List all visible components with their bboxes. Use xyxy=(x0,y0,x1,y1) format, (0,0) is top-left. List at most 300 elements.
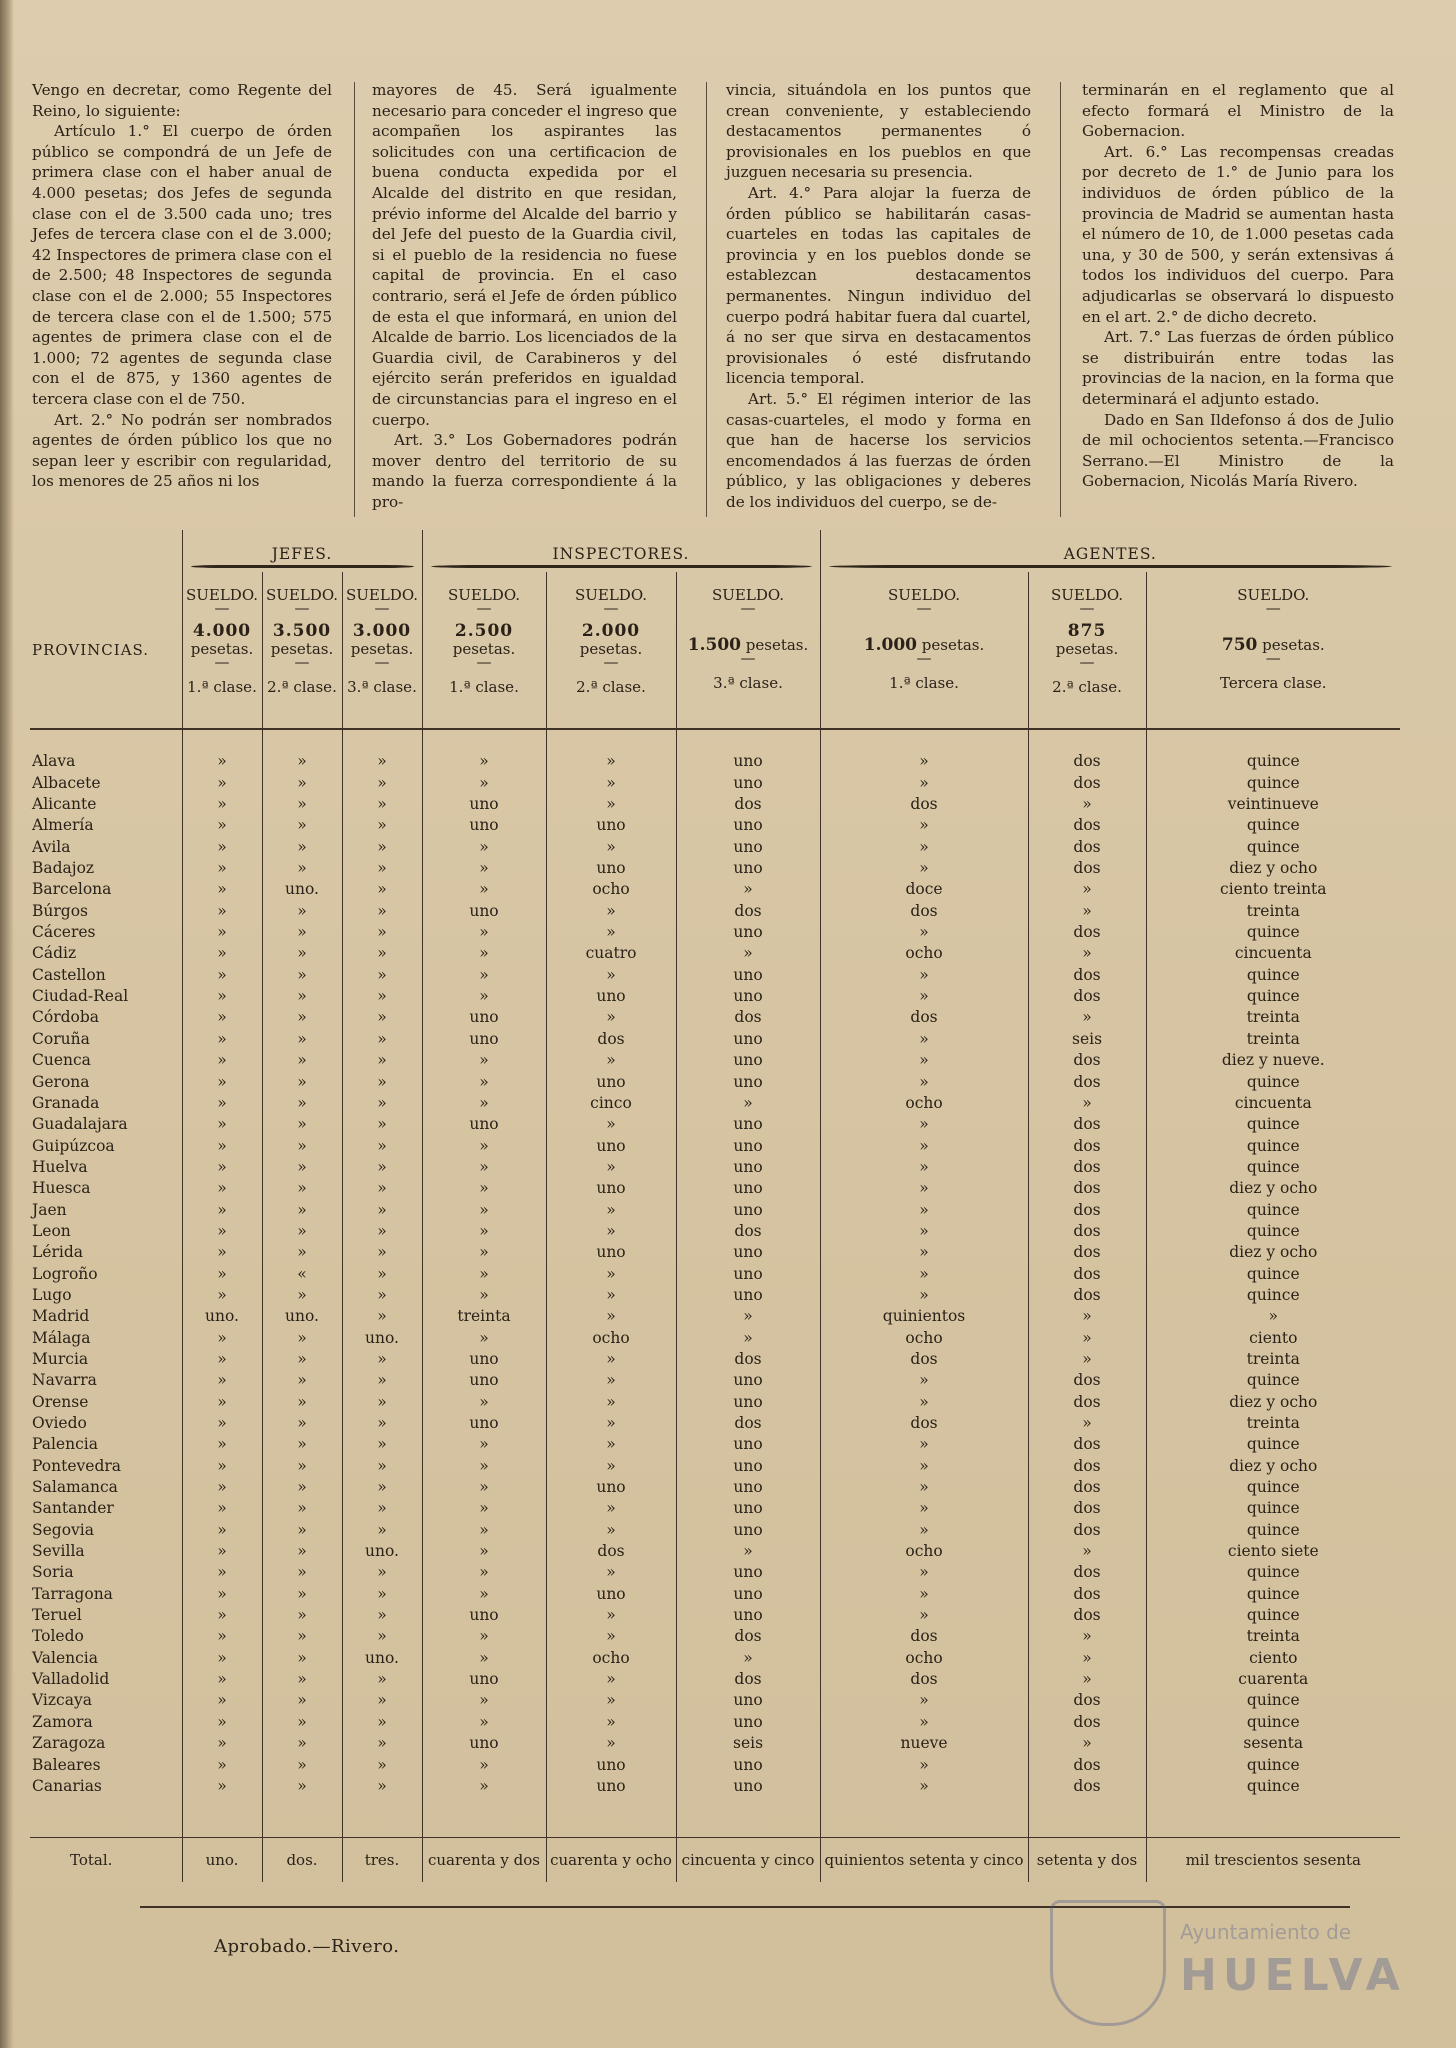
table-row xyxy=(30,837,1400,858)
staff-count: » xyxy=(1146,1306,1400,1327)
staff-count: uno xyxy=(676,1755,820,1776)
staff-count: quince xyxy=(1146,1755,1400,1776)
staff-count: quince xyxy=(1146,837,1400,858)
watermark-name: HUELVA xyxy=(1180,1950,1406,2001)
table-row xyxy=(30,1520,1400,1541)
table-row xyxy=(30,1733,1400,1754)
staff-count: uno xyxy=(546,815,676,836)
province-name: Teruel xyxy=(32,1606,82,1625)
province-name: Avila xyxy=(32,837,71,856)
staff-count: dos xyxy=(1028,751,1146,772)
staff-count: uno xyxy=(676,1434,820,1455)
province-name: Coruña xyxy=(32,1029,90,1048)
staff-count: uno xyxy=(676,751,820,772)
staff-count: » xyxy=(342,1626,422,1647)
staff-count: » xyxy=(342,1392,422,1413)
salary-amount: 1.000 xyxy=(863,635,917,655)
table-row xyxy=(30,1264,1400,1285)
staff-count: » xyxy=(546,922,676,943)
staff-count: quince xyxy=(1146,1136,1400,1157)
province-name: Vizcaya xyxy=(32,1691,92,1710)
staff-count: » xyxy=(342,986,422,1007)
staff-count: » xyxy=(820,965,1028,986)
staff-count: » xyxy=(546,1157,676,1178)
staff-count: » xyxy=(820,1755,1028,1776)
staff-count: » xyxy=(262,1007,342,1028)
province-name: Zaragoza xyxy=(32,1734,106,1753)
staff-count: » xyxy=(1028,879,1146,900)
table-row xyxy=(30,901,1400,922)
staff-count: » xyxy=(820,1562,1028,1583)
total-value: dos. xyxy=(262,1838,342,1883)
staff-count: dos xyxy=(1028,1584,1146,1605)
staff-count: » xyxy=(342,837,422,858)
group-jefes: JEFES. xyxy=(182,530,422,572)
staff-count: dos xyxy=(820,1349,1028,1370)
totals-row xyxy=(30,1838,1400,1883)
staff-count: ocho xyxy=(820,1328,1028,1349)
table-row xyxy=(30,773,1400,794)
table-row xyxy=(30,1434,1400,1455)
staff-count: quince xyxy=(1146,1776,1400,1797)
provinces-table-body xyxy=(30,729,1400,1797)
staff-count: » xyxy=(1028,1648,1146,1669)
staff-count: dos xyxy=(1028,1755,1146,1776)
staff-count: » xyxy=(422,1136,546,1157)
staff-count: » xyxy=(546,1285,676,1306)
staff-count: ciento xyxy=(1146,1648,1400,1669)
staff-count: » xyxy=(342,1562,422,1583)
table-row xyxy=(30,1755,1400,1776)
staff-count: dos xyxy=(1028,1242,1146,1263)
group-agentes: AGENTES. xyxy=(820,530,1400,572)
province-name: Canarias xyxy=(32,1776,102,1795)
staff-count: » xyxy=(182,794,262,815)
staff-count: » xyxy=(820,1690,1028,1711)
provinces-header: PROVINCIAS. xyxy=(30,572,182,729)
staff-count: » xyxy=(182,1007,262,1028)
staff-count: uno xyxy=(676,1114,820,1135)
group-inspectores: INSPECTORES. xyxy=(422,530,820,572)
staff-count: dos xyxy=(820,1669,1028,1690)
province-name: Gerona xyxy=(32,1072,90,1091)
salary-amount: 1.500 xyxy=(687,635,741,655)
province-name: Logroño xyxy=(32,1264,98,1283)
staff-count: » xyxy=(820,1520,1028,1541)
staff-count: » xyxy=(182,1498,262,1519)
staff-count: uno. xyxy=(262,879,342,900)
staff-count: dos xyxy=(676,1221,820,1242)
staff-count: » xyxy=(342,1050,422,1071)
staff-count: » xyxy=(820,1157,1028,1178)
staff-count: uno xyxy=(422,815,546,836)
table-row xyxy=(30,794,1400,815)
staff-count: » xyxy=(262,1178,342,1199)
staff-count: » xyxy=(262,751,342,772)
salary-amount: 3.500 xyxy=(272,621,332,641)
province-name: Toledo xyxy=(32,1627,84,1646)
staff-count: diez y ocho xyxy=(1146,1242,1400,1263)
staff-count: seis xyxy=(1028,1029,1146,1050)
staff-count: » xyxy=(422,1178,546,1199)
staff-count: diez y ocho xyxy=(1146,1178,1400,1199)
page-edge xyxy=(0,0,14,2048)
province-name: Valladolid xyxy=(32,1670,110,1689)
salary-amount: 4.000 xyxy=(192,621,252,641)
staff-count: uno xyxy=(676,1477,820,1498)
paragraph: Art. 2.° No podrán ser nombrados agentes de órden público los que no sepan leer y escribir con regularidad, los menores de 25 años ni los xyxy=(32,410,332,491)
staff-count: dos xyxy=(820,1626,1028,1647)
province-name: Almería xyxy=(32,816,94,835)
staff-count: dos xyxy=(1028,1178,1146,1199)
staff-count: » xyxy=(422,1648,546,1669)
table-row xyxy=(30,1093,1400,1114)
staff-count: cinco xyxy=(546,1093,676,1114)
province-name: Madrid xyxy=(32,1307,90,1326)
staff-count: » xyxy=(1028,901,1146,922)
province-name: Ciudad-Real xyxy=(32,987,129,1006)
staff-count: » xyxy=(546,1264,676,1285)
staff-count: » xyxy=(182,815,262,836)
province-name: Tarragona xyxy=(32,1584,113,1603)
salary-column-header: SUELDO. — 4.000 pesetas. — 1.ª clase. xyxy=(182,572,262,729)
staff-count: uno xyxy=(676,1072,820,1093)
staff-count: » xyxy=(262,1541,342,1562)
staff-count: » xyxy=(262,1349,342,1370)
staff-count: quince xyxy=(1146,1520,1400,1541)
staff-count: dos xyxy=(1028,1498,1146,1519)
staff-count: » xyxy=(422,1541,546,1562)
staff-count: cuarenta xyxy=(1146,1669,1400,1690)
staff-count: » xyxy=(342,1306,422,1327)
staff-count: » xyxy=(1028,1306,1146,1327)
table-row xyxy=(30,858,1400,879)
staff-count: » xyxy=(342,1221,422,1242)
staff-count: » xyxy=(422,1328,546,1349)
staff-count: ocho xyxy=(820,943,1028,964)
staff-count: ocho xyxy=(546,879,676,900)
total-value: uno. xyxy=(182,1838,262,1883)
staff-count: uno xyxy=(676,1690,820,1711)
class-label: Tercera clase. xyxy=(1220,674,1327,692)
staff-count: » xyxy=(422,837,546,858)
table-row xyxy=(30,1648,1400,1669)
province-name: Sevilla xyxy=(32,1542,85,1561)
province-name: Huesca xyxy=(32,1179,91,1198)
staff-count: dos xyxy=(1028,815,1146,836)
staff-count: » xyxy=(262,1648,342,1669)
province-name: Oviedo xyxy=(32,1414,87,1432)
total-value: cincuenta y cinco xyxy=(676,1838,820,1883)
text-column-2 xyxy=(372,80,677,520)
staff-count: » xyxy=(1028,943,1146,964)
salary-column-header: SUELDO. — 2.500 pesetas. — 1.ª clase. xyxy=(422,572,546,729)
staff-count: » xyxy=(182,879,262,900)
staff-count: dos xyxy=(820,1007,1028,1028)
province-name: Alava xyxy=(32,752,76,771)
staff-count: » xyxy=(546,1370,676,1391)
table-row xyxy=(30,1200,1400,1221)
province-name: Badajoz xyxy=(32,859,95,878)
staff-count: » xyxy=(342,1370,422,1391)
province-name: Leon xyxy=(32,1221,71,1240)
class-label: 3.ª clase. xyxy=(713,674,783,692)
staff-count: dos xyxy=(1028,1712,1146,1733)
staff-count: dos xyxy=(676,794,820,815)
staff-count: ocho xyxy=(546,1328,676,1349)
province-name: Málaga xyxy=(32,1328,91,1347)
text-column-3 xyxy=(726,80,1031,520)
staff-count: » xyxy=(546,1007,676,1028)
staff-count: » xyxy=(342,1755,422,1776)
staff-count: » xyxy=(422,1242,546,1263)
staff-count: » xyxy=(422,1093,546,1114)
text-column-4 xyxy=(1082,80,1394,520)
paragraph: Art. 7.° Las fuerzas de órden público se distribuirán entre todas las provincias de la nacion, en la forma que determinará el adjunto estado. xyxy=(1082,328,1394,408)
paragraph: Art. 6.° Las recompensas creadas por decreto de 1.° de Junio para los individuos de órden público de la provincia de Madrid se aumentan hasta el número de 10, de 1.000 pesetas cada una, y 30 de 500, y serán extensivas á todos los individuos del cuerpo. Para adjudicarlas se observará lo dispuesto en el art. 2.° de dicho decreto. xyxy=(1082,142,1394,326)
staff-count: » xyxy=(676,879,820,900)
staff-count: » xyxy=(342,1733,422,1754)
staff-count: » xyxy=(1028,1093,1146,1114)
staff-count: » xyxy=(546,1200,676,1221)
totals-label: Total. xyxy=(30,1838,182,1883)
salary-column-header: SUELDO. — 3.500 pesetas. — 2.ª clase. xyxy=(262,572,342,729)
staff-count: uno. xyxy=(342,1328,422,1349)
staff-count: » xyxy=(182,1392,262,1413)
paragraph: Art. 3.° Los Gobernadores podrán mover dentro del territorio de su mando la fuerza correspondiente á la pro- xyxy=(372,431,677,511)
staff-count: ocho xyxy=(546,1648,676,1669)
staff-count: » xyxy=(820,1200,1028,1221)
staff-count: » xyxy=(342,1285,422,1306)
staff-count: » xyxy=(342,1520,422,1541)
staff-count: uno xyxy=(676,773,820,794)
staff-count: » xyxy=(546,1690,676,1711)
staff-count: ciento treinta xyxy=(1146,879,1400,900)
staff-count: » xyxy=(182,943,262,964)
staff-count: quince xyxy=(1146,1285,1400,1306)
staff-count: » xyxy=(422,1690,546,1711)
staff-count: dos xyxy=(1028,837,1146,858)
staff-count: » xyxy=(262,1413,342,1434)
staff-count: dos xyxy=(1028,1157,1146,1178)
table-row xyxy=(30,943,1400,964)
staff-count: » xyxy=(262,1584,342,1605)
staff-count: uno xyxy=(546,858,676,879)
province-name: Salamanca xyxy=(32,1478,118,1497)
staff-count: » xyxy=(422,986,546,1007)
staff-count: doce xyxy=(820,879,1028,900)
table-row xyxy=(30,1029,1400,1050)
staff-count: » xyxy=(182,1093,262,1114)
staff-count: » xyxy=(820,1264,1028,1285)
staff-count: » xyxy=(262,1712,342,1733)
staff-count: uno xyxy=(676,1370,820,1391)
staff-count: » xyxy=(262,1370,342,1391)
province-name: Córdoba xyxy=(32,1008,100,1027)
staff-count: » xyxy=(546,1392,676,1413)
staff-count: » xyxy=(422,1072,546,1093)
staff-count: » xyxy=(182,1029,262,1050)
staff-count: uno xyxy=(676,1136,820,1157)
staff-count: dos xyxy=(1028,773,1146,794)
province-name: Cádiz xyxy=(32,944,77,963)
table-row xyxy=(30,1178,1400,1199)
staff-count: » xyxy=(182,1562,262,1583)
staff-count: quince xyxy=(1146,1370,1400,1391)
staff-count: » xyxy=(676,943,820,964)
table-row xyxy=(30,1370,1400,1391)
staff-count: quince xyxy=(1146,1605,1400,1626)
staff-count: » xyxy=(422,1562,546,1583)
staff-count: » xyxy=(422,1221,546,1242)
staff-count: dos xyxy=(820,1413,1028,1434)
province-name: Granada xyxy=(32,1093,100,1112)
decree-text-columns xyxy=(32,80,1402,520)
staff-count: » xyxy=(182,1349,262,1370)
staff-count: uno xyxy=(546,1477,676,1498)
staff-count: quince xyxy=(1146,751,1400,772)
staff-count: » xyxy=(546,901,676,922)
staff-count: » xyxy=(342,1264,422,1285)
staff-count: » xyxy=(422,1392,546,1413)
province-name: Guadalajara xyxy=(32,1115,128,1134)
table-row xyxy=(30,1712,1400,1733)
staff-count: » xyxy=(422,1434,546,1455)
staff-count: » xyxy=(422,1498,546,1519)
staff-count: dos xyxy=(1028,922,1146,943)
staff-count: » xyxy=(262,1755,342,1776)
staff-count: uno xyxy=(422,1029,546,1050)
staff-count: » xyxy=(262,1605,342,1626)
staff-count: » xyxy=(820,1242,1028,1263)
staff-count: dos xyxy=(1028,1200,1146,1221)
staff-count: » xyxy=(820,1456,1028,1477)
table-row xyxy=(30,751,1400,772)
staff-count: » xyxy=(182,1733,262,1754)
staff-count: » xyxy=(676,1093,820,1114)
table-row xyxy=(30,1306,1400,1327)
staff-count: » xyxy=(1028,1349,1146,1370)
table-row xyxy=(30,1392,1400,1413)
staff-count: » xyxy=(1028,1733,1146,1754)
salary-column-header: SUELDO. — 2.000 pesetas. — 2.ª clase. xyxy=(546,572,676,729)
group-header-row xyxy=(30,530,1400,572)
staff-count: » xyxy=(182,837,262,858)
staff-count: » xyxy=(182,858,262,879)
staff-count: » xyxy=(182,1285,262,1306)
staff-count: » xyxy=(342,751,422,772)
staff-count: treinta xyxy=(422,1306,546,1327)
staff-count: » xyxy=(342,1114,422,1135)
province-name: Cáceres xyxy=(32,923,96,942)
staff-count: » xyxy=(546,1050,676,1071)
staff-count: ocho xyxy=(820,1541,1028,1562)
staff-count: quince xyxy=(1146,922,1400,943)
staff-count: veintinueve xyxy=(1146,794,1400,815)
staff-count: quince xyxy=(1146,1690,1400,1711)
staff-count: » xyxy=(546,1520,676,1541)
staff-count: » xyxy=(820,858,1028,879)
staff-count: » xyxy=(182,1541,262,1562)
staff-count: uno xyxy=(676,1264,820,1285)
province-name: Murcia xyxy=(32,1349,89,1368)
table-row xyxy=(30,1157,1400,1178)
staff-count: » xyxy=(182,1328,262,1349)
staff-count: dos xyxy=(546,1541,676,1562)
staff-count: » xyxy=(342,794,422,815)
staff-count: » xyxy=(342,1669,422,1690)
staff-count: » xyxy=(262,858,342,879)
staff-count: ciento xyxy=(1146,1328,1400,1349)
staff-count: » xyxy=(546,1434,676,1455)
staff-count: uno xyxy=(676,1050,820,1071)
staff-count: dos xyxy=(1028,1370,1146,1391)
table-row xyxy=(30,1626,1400,1647)
province-name: Palencia xyxy=(32,1435,98,1454)
staff-count: » xyxy=(342,1200,422,1221)
staff-count: uno xyxy=(676,1605,820,1626)
paragraph: vincia, situándola en los puntos que crean conveniente, y estableciendo destacamentos permanentes ó provisionales en los pueblos en que juzguen necesaria su presencia. xyxy=(726,81,1031,182)
province-name: Búrgos xyxy=(32,901,88,920)
staff-count: » xyxy=(262,1392,342,1413)
staff-count: » xyxy=(1028,794,1146,815)
staff-count: » xyxy=(262,1242,342,1263)
staff-count: » xyxy=(342,858,422,879)
staff-count: » xyxy=(820,1178,1028,1199)
staff-count: dos xyxy=(1028,965,1146,986)
staff-count: » xyxy=(262,1456,342,1477)
staff-count: » xyxy=(262,773,342,794)
salary-amount: 750 xyxy=(1221,635,1258,655)
staff-count: » xyxy=(546,1626,676,1647)
staff-count: » xyxy=(820,1584,1028,1605)
staff-count: » xyxy=(546,1221,676,1242)
staff-count: » xyxy=(820,1072,1028,1093)
province-name: Albacete xyxy=(32,773,101,792)
staff-count: uno xyxy=(422,1114,546,1135)
staff-count: » xyxy=(422,965,546,986)
staff-count: quince xyxy=(1146,1264,1400,1285)
provinces-table xyxy=(30,530,1400,1882)
staff-count: » xyxy=(422,1626,546,1647)
staff-count: » xyxy=(820,1050,1028,1071)
staff-count: diez y ocho xyxy=(1146,1392,1400,1413)
staff-count: » xyxy=(1028,1007,1146,1028)
staff-count: treinta xyxy=(1146,1029,1400,1050)
staff-count: » xyxy=(342,1498,422,1519)
staff-count: uno xyxy=(676,1392,820,1413)
staff-count: » xyxy=(262,1434,342,1455)
staff-count: » xyxy=(820,1221,1028,1242)
staff-count: quinientos xyxy=(820,1306,1028,1327)
staff-count: » xyxy=(262,1285,342,1306)
salary-amount: 3.000 xyxy=(352,621,412,641)
table-row xyxy=(30,1413,1400,1434)
staff-count: cuatro xyxy=(546,943,676,964)
staff-count: quince xyxy=(1146,1434,1400,1455)
staff-count: » xyxy=(422,1755,546,1776)
staff-count: » xyxy=(182,986,262,1007)
table-row xyxy=(30,815,1400,836)
staff-count: quince xyxy=(1146,1221,1400,1242)
salary-column-header: SUELDO. — 1.000 pesetas. — 1.ª clase. xyxy=(820,572,1028,729)
approval-signature: Aprobado.—Rivero. xyxy=(214,1936,400,1957)
staff-count: uno xyxy=(546,1776,676,1797)
province-name: Jaen xyxy=(32,1200,67,1219)
salary-column-header: SUELDO. — 1.500 pesetas. — 3.ª clase. xyxy=(676,572,820,729)
staff-count: treinta xyxy=(1146,1007,1400,1028)
staff-count: » xyxy=(422,1584,546,1605)
